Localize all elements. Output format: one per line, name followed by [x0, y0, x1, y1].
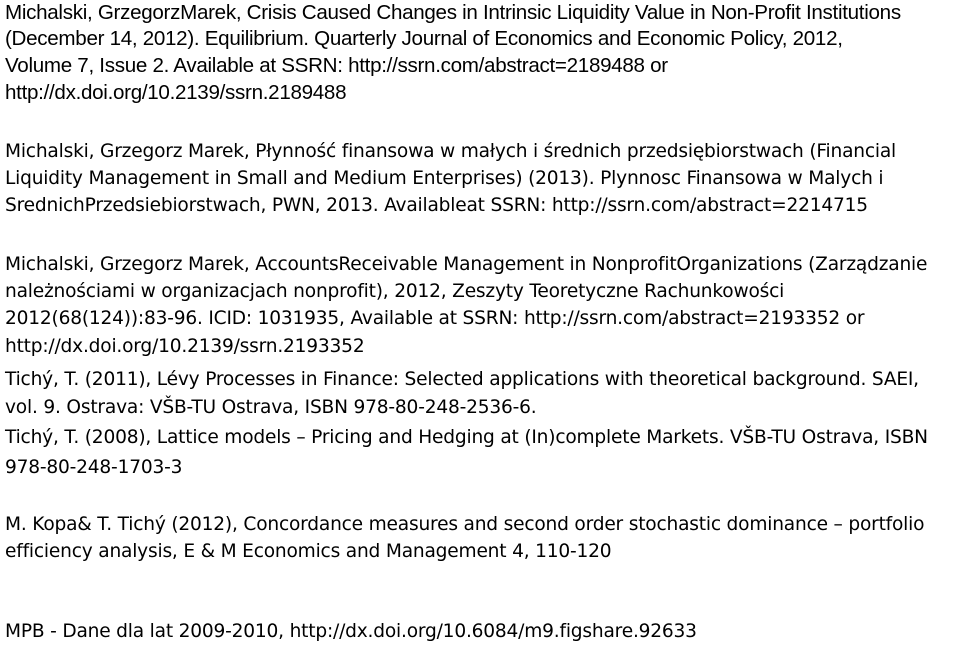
reference-line: Tichý, T. (2008), Lattice models – Pricing and Hedging at (In)complete Markets. VŠB-TU Ostrava, ISBN [5, 427, 928, 448]
reference-line: Michalski, Grzegorz Marek, AccountsReceivable Management in NonprofitOrganizations (Zarządzanie [5, 254, 928, 275]
reference-line: (December 14, 2012). Equilibrium. Quarterly Journal of Economics and Economic Policy, 2012, [5, 27, 843, 50]
reference-line: 2012(68(124)):83-96. ICID: 1031935, Available at SSRN: http://ssrn.com/abstract=2193352 or [5, 308, 865, 329]
reference-line: Michalski, Grzegorz Marek, Płynność finansowa w małych i średnich przedsiębiorstwach (Financial [5, 141, 897, 162]
reference-line: efficiency analysis, E & M Economics and Management 4, 110-120 [5, 541, 612, 562]
reference-line: SrednichPrzedsiebiorstwach, PWN, 2013. Availableat SSRN: http://ssrn.com/abstract=2214715 [5, 195, 868, 216]
reference-line: http://dx.doi.org/10.2139/ssrn.2189488 [5, 81, 347, 104]
reference-line: Michalski, GrzegorzMarek, Crisis Caused Changes in Intrinsic Liquidity Value in Non-Profit Institutions [5, 1, 901, 24]
reference-line: MPB - Dane dla lat 2009-2010, http://dx.doi.org/10.6084/m9.figshare.92633 [5, 621, 697, 642]
reference-line: Liquidity Management in Small and Medium Enterprises) (2013). Plynnosc Finansowa w Malych i [5, 168, 884, 189]
reference-line: http://dx.doi.org/10.2139/ssrn.2193352 [5, 336, 365, 357]
reference-line: Volume 7, Issue 2. Available at SSRN: http://ssrn.com/abstract=2189488 or [5, 54, 668, 77]
reference-line: vol. 9. Ostrava: VŠB-TU Ostrava, ISBN 978-80-248-2536-6. [5, 397, 537, 418]
reference-line: należnościami w organizacjach nonprofit), 2012, Zeszyty Teoretyczne Rachunkowości [5, 281, 785, 302]
reference-line: 978-80-248-1703-3 [5, 457, 183, 478]
reference-line: Tichý, T. (2011), Lévy Processes in Finance: Selected applications with theoretical background. SAEI, [5, 369, 919, 390]
reference-line: M. Kopa& T. Tichý (2012), Concordance measures and second order stochastic dominance – portfolio [5, 514, 925, 535]
